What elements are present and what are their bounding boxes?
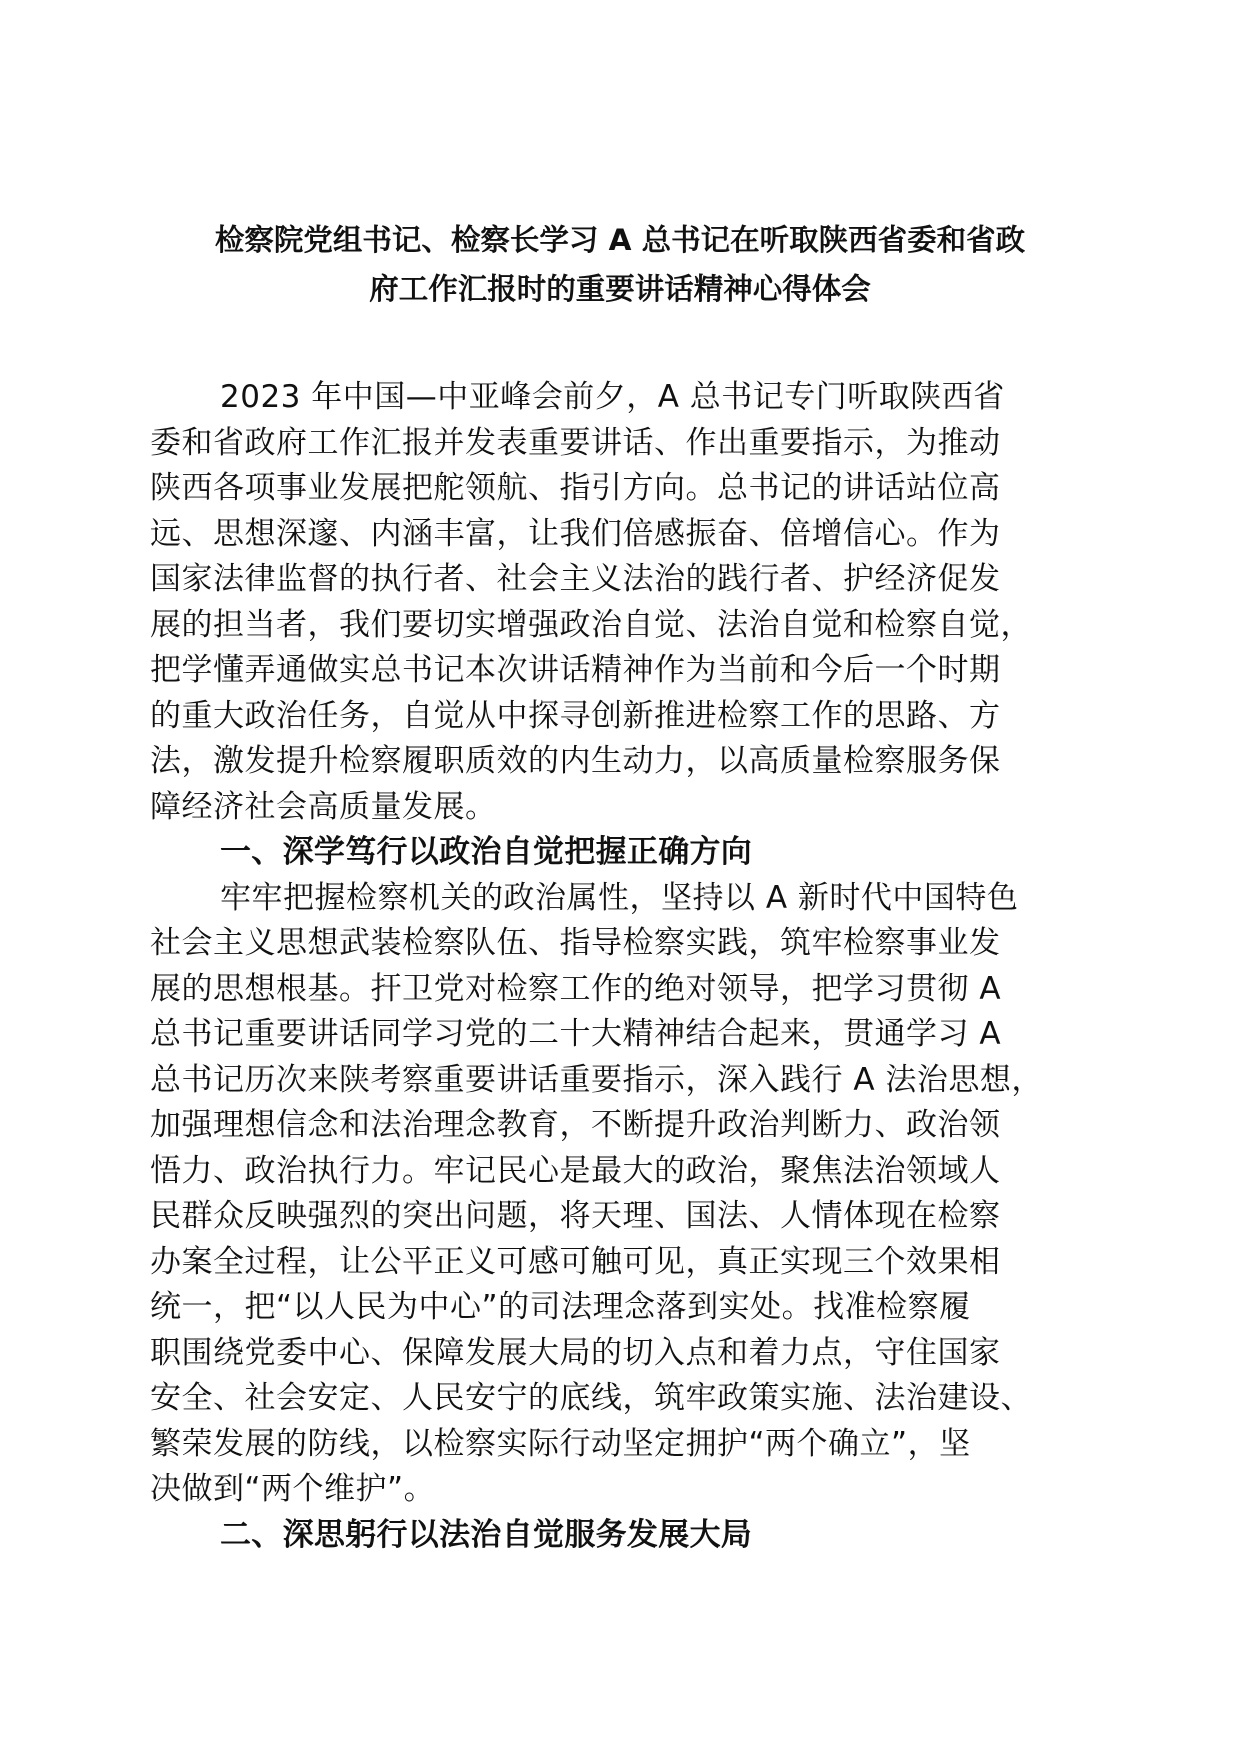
document-body — [150, 375, 1110, 1558]
paragraph-intro — [150, 375, 1110, 830]
text-line: 民群众反映强烈的突出问题，将天理、国法、人情体现在检察 — [150, 1198, 1001, 1234]
text-line: 办案全过程，让公平正义可感可触可见，真正实现三个效果相 — [150, 1243, 1001, 1280]
text-line: 决做到“两个维护”。 — [150, 1471, 436, 1507]
text-line: 把学懂弄通做实总书记本次讲话精神作为当前和今后一个时期 — [150, 652, 1001, 688]
title-line: 检察院党组书记、检察长学习 A 总书记在听取陕西省委和省政 — [214, 223, 1026, 257]
text-line: 总书记历次来陕考察重要讲话重要指示，深入践行 A 法治思想， — [150, 1061, 1043, 1098]
text-line: 社会主义思想武装检察队伍、指导检察实践，筑牢检察事业发 — [150, 925, 1001, 961]
text-line: 繁荣发展的防线，以检察实际行动坚定拥护“两个确立”，坚 — [150, 1425, 971, 1462]
document-title — [150, 216, 1090, 314]
section-heading-1: 一、深学笃行以政治自觉把握正确方向 — [220, 834, 753, 870]
text-line: 的重大政治任务，自觉从中探寻创新推进检察工作的思路、方 — [150, 697, 1001, 734]
text-line: 法，激发提升检察履职质效的内生动力，以高质量检察服务保 — [150, 743, 1001, 779]
text-line: 委和省政府工作汇报并发表重要讲话、作出重要指示，为推动 — [150, 424, 1001, 461]
section-heading-2: 二、深思躬行以法治自觉服务发展大局 — [220, 1516, 753, 1553]
text-line: 国家法律监督的执行者、社会主义法治的践行者、护经济促发 — [150, 561, 1001, 597]
title-line: 府工作汇报时的重要讲话精神心得体会 — [369, 272, 871, 306]
text-line: 总书记重要讲话同学习党的二十大精神结合起来，贯通学习 A — [150, 1016, 1002, 1052]
text-line: 牢牢把握检察机关的政治属性，坚持以 A 新时代中国特色 — [220, 879, 1019, 916]
text-line: 2023 年中国—中亚峰会前夕，A 总书记专门听取陕西省 — [220, 379, 1005, 415]
text-line: 统一，把“以人民为中心”的司法理念落到实处。找准检察履 — [150, 1289, 971, 1325]
text-line: 加强理想信念和法治理念教育，不断提升政治判断力、政治领 — [150, 1107, 1001, 1143]
text-line: 障经济社会高质量发展。 — [150, 788, 497, 825]
text-line: 展的思想根基。扞卫党对检察工作的绝对领导，把学习贯彻 A — [150, 970, 1002, 1007]
text-line: 展的担当者，我们要切实增强政治自觉、法治自觉和检察自觉， — [150, 606, 1032, 643]
text-line: 安全、社会安定、人民安宁的底线，筑牢政策实施、法治建设、 — [150, 1380, 1032, 1416]
text-line: 职围绕党委中心、保障发展大局的切入点和着力点，守住国家 — [150, 1334, 1001, 1371]
paragraph-section-1 — [150, 876, 1110, 1513]
text-line: 悟力、政治执行力。牢记民心是最大的政治，聚焦法治领域人 — [150, 1152, 1001, 1189]
text-line: 远、思想深邃、内涵丰富，让我们倍感振奋、倍增信心。作为 — [150, 515, 1001, 552]
text-line: 陕西各项事业发展把舵领航、指引方向。总书记的讲话站位高 — [150, 470, 1001, 506]
